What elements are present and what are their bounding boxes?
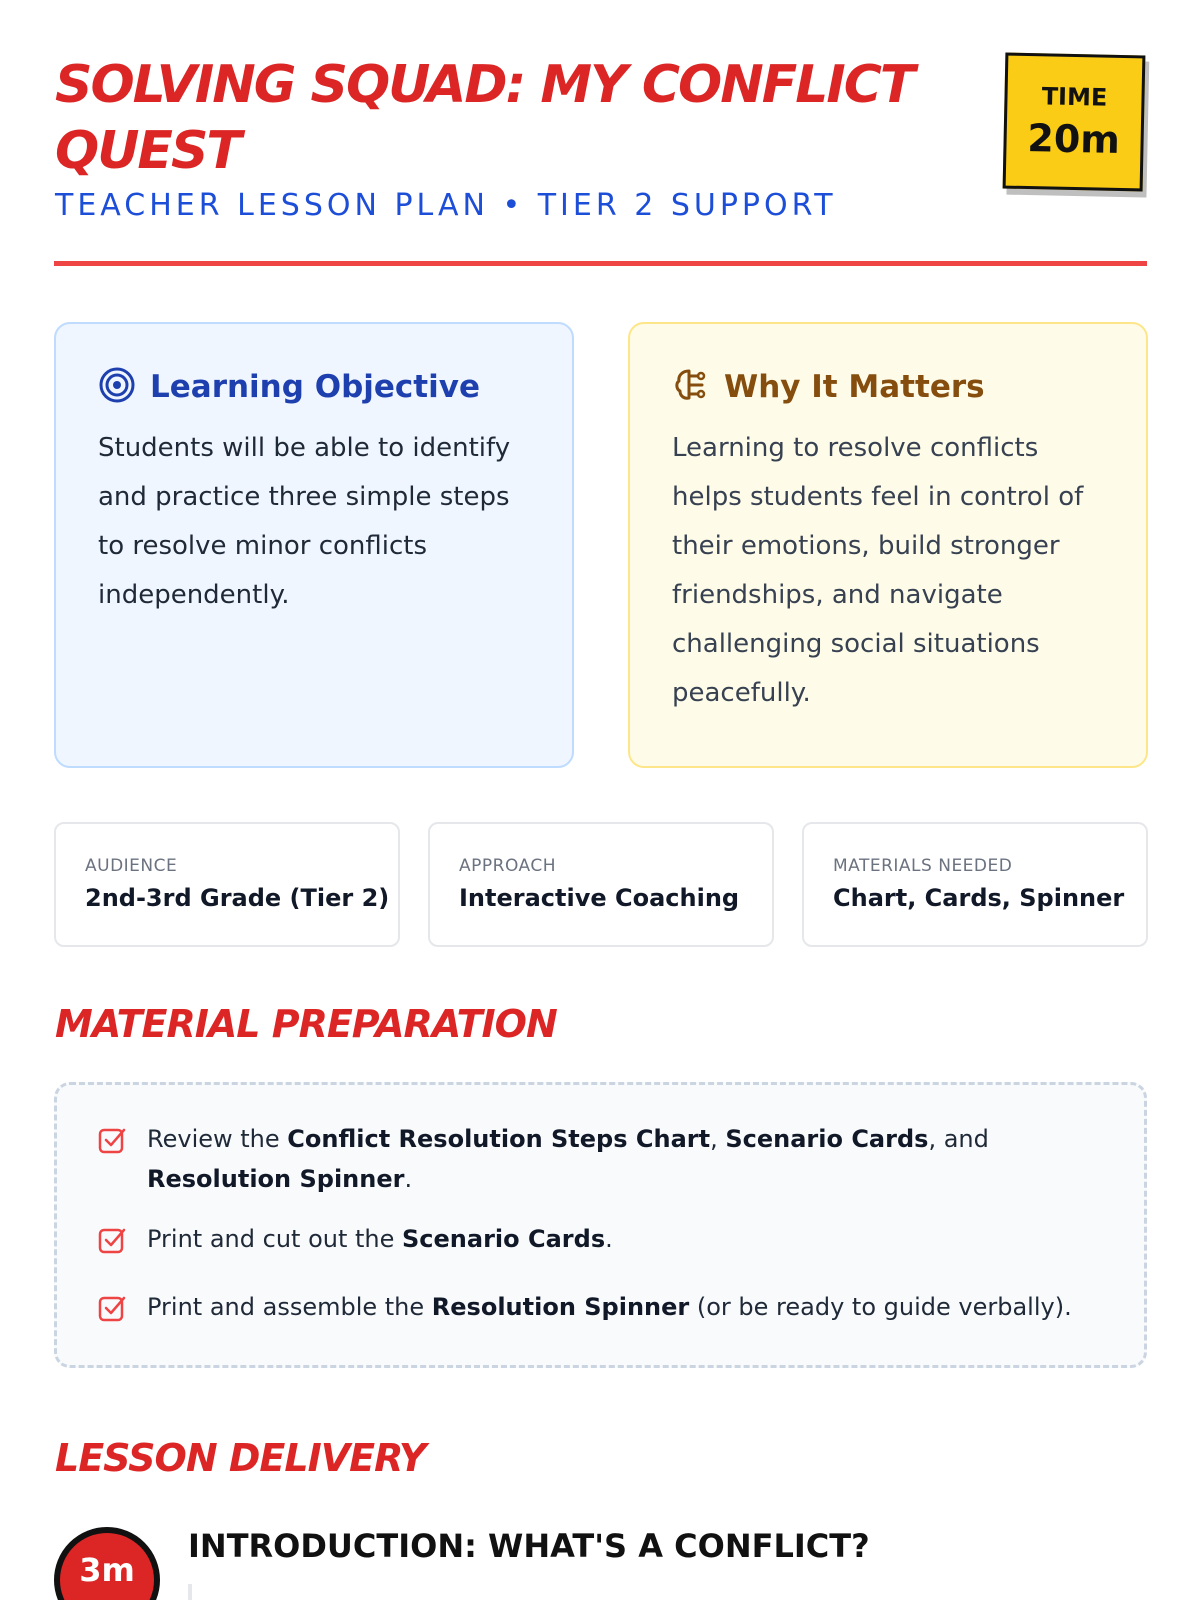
materials-box bbox=[802, 822, 1148, 947]
learning-objective-card bbox=[54, 322, 574, 768]
checklist-item-text: Print and assemble the Resolution Spinner (or be ready to guide verbally). bbox=[147, 1293, 1072, 1321]
header-divider bbox=[54, 261, 1147, 266]
checkbox-checked-icon bbox=[97, 1225, 127, 1267]
why-it-matters-title: Why It Matters bbox=[724, 369, 985, 405]
audience-value: 2nd-3rd Grade (Tier 2) bbox=[85, 884, 390, 912]
checkbox-checked-icon bbox=[97, 1293, 127, 1335]
lesson-delivery-heading: LESSON DELIVERY bbox=[55, 1436, 426, 1480]
approach-box bbox=[428, 822, 774, 947]
approach-value: Interactive Coaching bbox=[459, 884, 740, 912]
step-timeline-line bbox=[188, 1584, 192, 1600]
learning-objective-text: Students will be able to identify and practice three simple steps to resolve minor conflicts independently. bbox=[98, 433, 511, 610]
materials-value: Chart, Cards, Spinner bbox=[833, 884, 1125, 912]
approach-label: APPROACH bbox=[459, 856, 557, 876]
audience-box bbox=[54, 822, 400, 947]
time-label: TIME bbox=[1041, 82, 1108, 112]
step-time: 3m bbox=[79, 1551, 135, 1589]
learning-objective-title: Learning Objective bbox=[150, 369, 480, 405]
checklist-item bbox=[97, 1287, 1114, 1335]
page-subtitle: TEACHER LESSON PLAN • TIER 2 SUPPORT bbox=[55, 188, 837, 223]
checklist-item bbox=[97, 1219, 1114, 1267]
target-icon bbox=[98, 366, 136, 408]
preparation-checklist bbox=[54, 1082, 1147, 1368]
checklist-item-text: Print and cut out the Scenario Cards. bbox=[147, 1225, 613, 1253]
why-it-matters-text: Learning to resolve conflicts helps students feel in control of their emotions, build stronger friendships, and navigate challenging social situations peacefully. bbox=[672, 433, 1084, 708]
step-title: INTRODUCTION: WHAT'S A CONFLICT? bbox=[188, 1527, 870, 1565]
page-title: SOLVING SQUAD: MY CONFLICT QUEST bbox=[55, 55, 914, 181]
step-time-badge bbox=[54, 1527, 160, 1600]
time-value: 20m bbox=[1026, 116, 1121, 162]
checkbox-checked-icon bbox=[97, 1125, 127, 1167]
brain-icon bbox=[672, 366, 710, 408]
why-it-matters-card bbox=[628, 322, 1148, 768]
audience-label: AUDIENCE bbox=[85, 856, 178, 876]
time-badge bbox=[1003, 53, 1146, 192]
checklist-item bbox=[97, 1119, 1114, 1199]
materials-label: MATERIALS NEEDED bbox=[833, 856, 1013, 876]
checklist-item-text: Review the Conflict Resolution Steps Chart, Scenario Cards, and Resolution Spinner. bbox=[147, 1125, 989, 1193]
material-preparation-heading: MATERIAL PREPARATION bbox=[55, 1002, 557, 1046]
